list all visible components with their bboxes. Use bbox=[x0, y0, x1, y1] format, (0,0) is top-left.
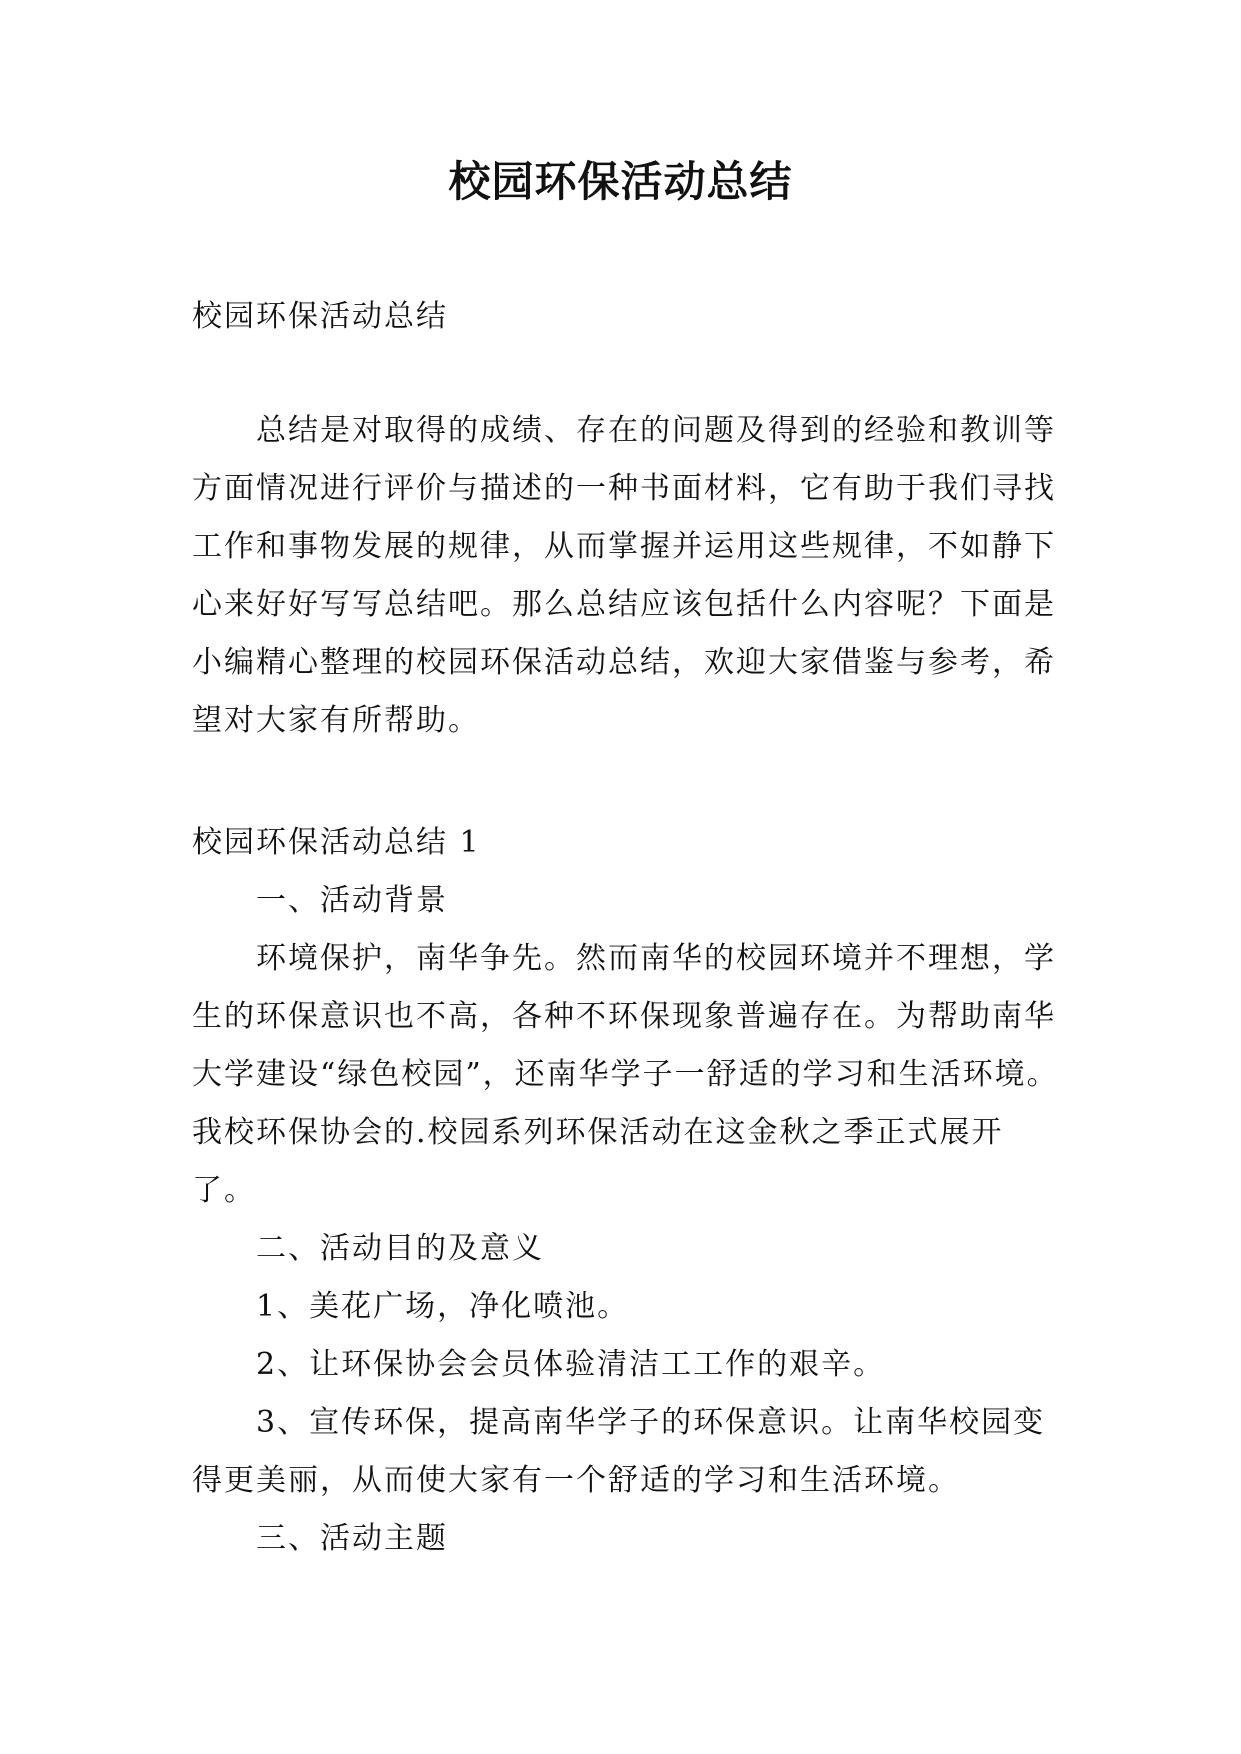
document-subtitle: 校园环保活动总结 bbox=[192, 299, 448, 334]
spacer bbox=[192, 750, 1060, 814]
purpose-item: 3、宣传环保，提高南华学子的环保意识。让南华校园变得更美丽，从而使大家有一个舒适的学习和生活环境。 bbox=[192, 1405, 1046, 1498]
purpose-heading: 二、活动目的及意义 bbox=[256, 1231, 544, 1266]
purpose-item: 1、美花广场，净化喷池。 bbox=[256, 1289, 630, 1324]
spacer bbox=[192, 346, 1060, 402]
background-heading: 一、活动背景 bbox=[256, 883, 448, 918]
document-body bbox=[192, 288, 1060, 1568]
section-heading: 校园环保活动总结 1 bbox=[192, 825, 481, 860]
document-title: 校园环保活动总结 bbox=[448, 157, 793, 206]
background-paragraph: 环境保护，南华争先。然而南华的校园环境并不理想，学生的环保意识也不高，各种不环保现象普遍存在。为帮助南华大学建设“绿色校园”，还南华学子一舒适的学习和生活环境。我校环保协会的.校园系列环保活动在这金秋之季正式展开了。 bbox=[192, 941, 1059, 1208]
theme-heading: 三、活动主题 bbox=[256, 1521, 448, 1556]
purpose-item: 2、让环保协会会员体验清洁工工作的艰辛。 bbox=[256, 1347, 886, 1382]
intro-paragraph: 总结是对取得的成绩、存在的问题及得到的经验和教训等方面情况进行评价与描述的一种书面材料，它有助于我们寻找工作和事物发展的规律，从而掌握并运用这些规律，不如静下心来好好写写总结吧。那么总结应该包括什么内容呢？下面是小编精心整理的校园环保活动总结，欢迎大家借鉴与参考，希望对大家有所帮助。 bbox=[192, 413, 1056, 738]
